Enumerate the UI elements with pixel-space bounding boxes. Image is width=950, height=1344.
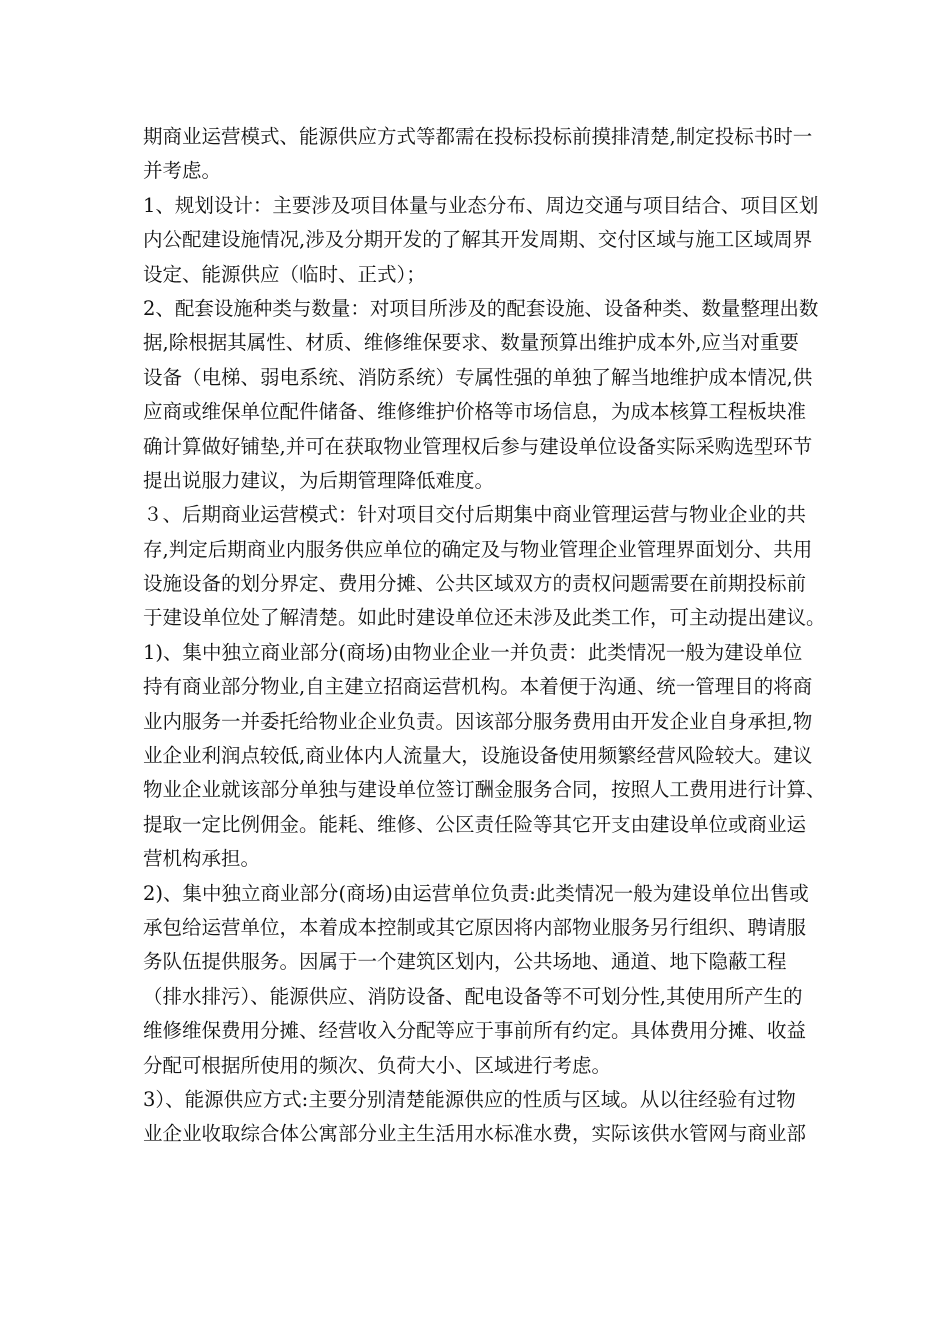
text-line: 内公配建设施情况,涉及分期开发的了解其开发周期、交付区域与施工区域周界: [143, 228, 813, 252]
text-line: 存,判定后期商业内服务供应单位的确定及与物业管理企业管理界面划分、共用: [143, 537, 813, 561]
text-line: 业内服务一并委托给物业企业负责。因该部分服务费用由开发企业自身承担,物: [143, 709, 813, 733]
text-line: 2、配套设施种类与数量：对项目所涉及的配套设施、设备种类、数量整理出数: [143, 296, 819, 320]
text-line: 务队伍提供服务。因属于一个建筑区划内，公共场地、通道、地下隐蔽工程: [143, 950, 787, 974]
text-line: 物业企业就该部分单独与建设单位签订酬金服务合同，按照人工费用进行计算、: [143, 778, 826, 802]
text-line: 2)、集中独立商业部分(商场)由运营单位负责:此类情况一般为建设单位出售或: [143, 881, 809, 905]
text-line: 设定、能源供应（临时、正式）；: [143, 262, 426, 286]
text-line: 业企业收取综合体公寓部分业主生活用水标准水费，实际该供水管网与商业部: [143, 1122, 807, 1146]
text-line: 提取一定比例佣金。能耗、维修、公区责任险等其它开支由建设单位或商业运: [143, 812, 807, 836]
body-text: [143, 120, 826, 1152]
text-line: 设备（电梯、弱电系统、消防系统）专属性强的单独了解当地维护成本情况,供: [143, 365, 813, 389]
text-line: 1、规划设计：主要涉及项目体量与业态分布、周边交通与项目结合、项目区划: [143, 193, 819, 217]
text-line: 应商或维保单位配件储备、维修维护价格等市场信息，为成本核算工程板块准: [143, 400, 807, 424]
text-line: 于建设单位处了解清楚。如此时建设单位还未涉及此类工作，可主动提出建议。: [143, 606, 826, 630]
text-line: 1)、集中独立商业部分(商场)由物业企业一并负责：此类情况一般为建设单位: [143, 640, 803, 664]
text-line: 3）、能源供应方式:主要分别清楚能源供应的性质与区域。从以往经验有过物: [143, 1087, 796, 1111]
text-line: （排水排污）、能源供应、消防设备、配电设备等不可划分性,其使用所产生的: [143, 984, 803, 1008]
text-line: 确计算做好铺垫,并可在获取物业管理权后参与建设单位设备实际采购选型环节: [143, 434, 813, 458]
text-line: ３、后期商业运营模式：针对项目交付后期集中商业管理运营与物业企业的共: [143, 503, 807, 527]
text-line: 维修维保费用分摊、经营收入分配等应于事前所有约定。具体费用分摊、收益: [143, 1019, 807, 1043]
text-line: 持有商业部分物业,自主建立招商运营机构。本着便于沟通、统一管理目的将商: [143, 675, 813, 699]
text-line: 并考虑。: [143, 159, 222, 183]
text-line: 提出说服力建议，为后期管理降低难度。: [143, 468, 495, 492]
text-line: 据,除根据其属性、材质、维修维保要求、数量预算出维护成本外,应当对重要: [143, 331, 799, 355]
text-line: 业企业利润点较低,商业体内人流量大，设施设备使用频繁经营风险较大。建议: [143, 744, 813, 768]
text-line: 设施设备的划分界定、费用分摊、公共区域双方的责权问题需要在前期投标前: [143, 572, 807, 596]
text-line: 承包给运营单位，本着成本控制或其它原因将内部物业服务另行组织、聘请服: [143, 915, 807, 939]
text-line: 营机构承担。: [143, 847, 261, 871]
text-line: 期商业运营模式、能源供应方式等都需在投标投标前摸排清楚,制定投标书时一: [143, 125, 813, 148]
text-line: 分配可根据所使用的频次、负荷大小、区域进行考虑。: [143, 1053, 612, 1077]
